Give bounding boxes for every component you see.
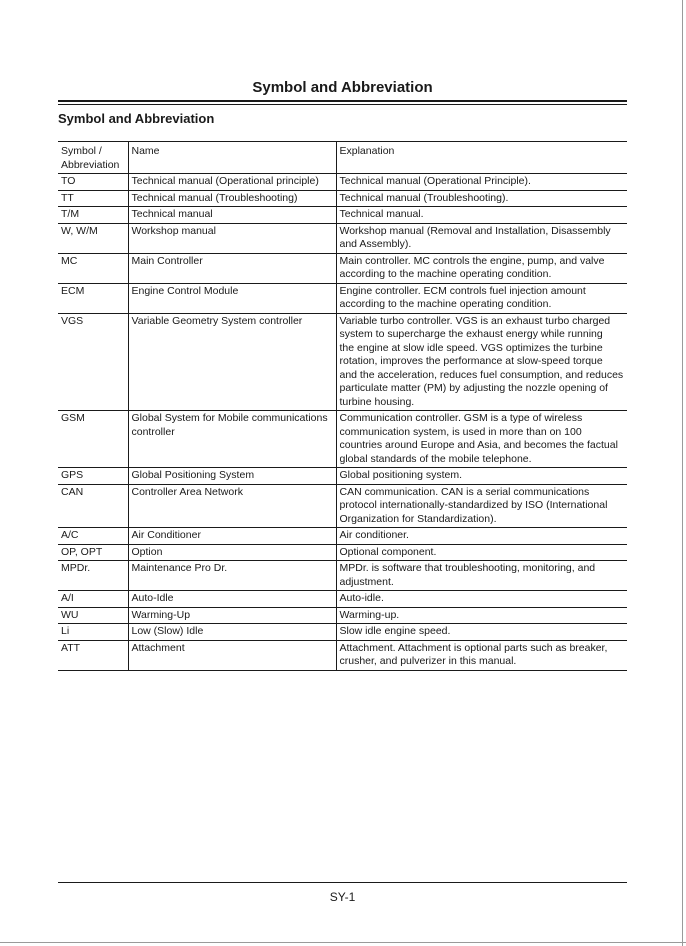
cell-explanation <box>336 223 627 253</box>
cell-text-line: OP, OPT <box>61 545 103 558</box>
cell-text-line: turbine housing. <box>339 395 415 408</box>
cell-symbol <box>58 624 128 641</box>
page-number: SY-1 <box>329 890 356 904</box>
cell-text-line: GSM <box>61 412 85 424</box>
cell-text-line: Slow idle engine speed. <box>339 625 451 637</box>
cell-text-line: TT <box>61 191 74 204</box>
cell-text-line: particulate matter (PM) by adjusting the nozzle opening of <box>339 382 608 394</box>
cell-text-line: ECM <box>61 284 85 297</box>
cell-name <box>128 174 336 191</box>
cell-name <box>128 313 336 411</box>
cell-symbol <box>58 223 128 253</box>
cell-name <box>128 640 336 670</box>
cell-text-line: controller <box>131 425 175 438</box>
header-rule-thin <box>58 104 627 105</box>
cell-symbol <box>58 544 128 561</box>
cell-explanation <box>336 544 627 561</box>
cell-text-line: Main controller. MC controls the engine, pump, and valve <box>339 254 605 267</box>
cell-text-line: countries around Europe and Asia, and becomes the factual <box>339 439 618 451</box>
cell-text-line: Warming-Up <box>131 608 191 621</box>
cell-text-line: Main Controller <box>131 254 203 267</box>
cell-text-line: Technical manual <box>131 208 213 220</box>
cell-text-line: MPDr. is software that troubleshooting, monitoring, and <box>339 562 596 574</box>
cell-symbol <box>58 484 128 528</box>
column-header-symbol <box>58 142 128 174</box>
header-rule-thick <box>58 100 627 102</box>
cell-text-line: ATT <box>61 641 81 654</box>
cell-text-line: Air conditioner. <box>339 529 409 541</box>
cell-symbol <box>58 640 128 670</box>
cell-text-line: Engine Control Module <box>131 284 239 297</box>
cell-name <box>128 411 336 468</box>
cell-name <box>128 484 336 528</box>
cell-explanation <box>336 174 627 191</box>
cell-text-line: Technical manual (Operational Principle). <box>339 175 531 187</box>
table-row <box>58 624 627 641</box>
cell-name <box>128 223 336 253</box>
cell-explanation <box>336 207 627 224</box>
cell-name <box>128 283 336 313</box>
cell-symbol <box>58 174 128 191</box>
cell-name <box>128 528 336 545</box>
cell-name <box>128 468 336 485</box>
cell-text-line: Auto-Idle <box>131 592 174 604</box>
table-row <box>58 207 627 224</box>
cell-text-line: Technical manual. <box>339 208 424 220</box>
cell-name <box>128 561 336 591</box>
cell-text-line: Global System for Mobile communications <box>131 412 328 424</box>
cell-symbol <box>58 253 128 283</box>
cell-text-line: Symbol / <box>61 145 102 157</box>
cell-text-line: Li <box>61 625 70 637</box>
cell-text-line: Abbreviation <box>61 158 120 171</box>
table-row <box>58 561 627 591</box>
cell-text-line: Workshop manual (Removal and Installation, Disassembly <box>339 224 611 237</box>
cell-text-line: Attachment <box>131 641 185 654</box>
cell-symbol <box>58 313 128 411</box>
cell-name <box>128 544 336 561</box>
cell-text-line: GPS <box>61 469 84 481</box>
cell-name <box>128 207 336 224</box>
cell-explanation <box>336 283 627 313</box>
cell-text-line: Communication controller. GSM is a type of wireless <box>339 412 583 424</box>
cell-explanation <box>336 528 627 545</box>
cell-text-line: Explanation <box>339 145 395 157</box>
cell-text-line: Auto-idle. <box>339 592 384 604</box>
cell-text-line: Variable Geometry System controller <box>131 314 303 327</box>
cell-text-line: Warming-up. <box>339 608 400 621</box>
table-row <box>58 484 627 528</box>
cell-text-line: Workshop manual <box>131 224 216 237</box>
cell-text-line: Engine controller. ECM controls fuel injection amount <box>339 284 586 297</box>
cell-explanation <box>336 591 627 608</box>
cell-text-line: Controller Area Network <box>131 485 243 498</box>
cell-name <box>128 253 336 283</box>
cell-text-line: Air Conditioner <box>131 529 201 541</box>
cell-text-line: Low (Slow) Idle <box>131 625 204 637</box>
cell-text-line: Technical manual (Troubleshooting). <box>339 191 509 204</box>
cell-text-line: and Assembly). <box>339 238 412 250</box>
cell-symbol <box>58 468 128 485</box>
abbreviation-table-container <box>58 141 627 671</box>
cell-explanation <box>336 624 627 641</box>
cell-text-line: WU <box>61 608 79 621</box>
cell-explanation <box>336 253 627 283</box>
table-row <box>58 528 627 545</box>
cell-name <box>128 624 336 641</box>
cell-text-line: W, W/M <box>61 224 98 237</box>
cell-explanation <box>336 640 627 670</box>
cell-symbol <box>58 283 128 313</box>
cell-name <box>128 190 336 207</box>
cell-explanation <box>336 561 627 591</box>
column-header-name <box>128 142 336 174</box>
cell-text-line: Technical manual (Troubleshooting) <box>131 191 298 204</box>
cell-symbol <box>58 190 128 207</box>
cell-text-line: according to the machine operating condition. <box>339 268 552 280</box>
cell-name <box>128 607 336 624</box>
cell-text-line: TO <box>61 175 76 187</box>
cell-explanation <box>336 411 627 468</box>
cell-text-line: and the acceleration, reduces fuel consumption, and reduces <box>339 368 624 381</box>
cell-text-line: crusher, and pulverizer in this manual. <box>339 655 517 667</box>
cell-text-line: global standards of the mobile telephone. <box>339 452 532 465</box>
table-row <box>58 640 627 670</box>
cell-symbol <box>58 528 128 545</box>
cell-text-line: MC <box>61 254 78 267</box>
cell-text-line: Optional component. <box>339 545 437 558</box>
table-row <box>58 223 627 253</box>
cell-text-line: according to the machine operating condition. <box>339 298 552 310</box>
page-edge-right <box>682 0 683 946</box>
cell-text-line: rotation, improves the performance at slow-speed torque <box>339 355 603 367</box>
table-row <box>58 544 627 561</box>
cell-text-line: system to supercharge the exhaust energy while running <box>339 328 603 340</box>
cell-text-line: Option <box>131 545 163 558</box>
cell-text-line: Global Positioning System <box>131 469 255 481</box>
cell-text-line: Name <box>131 145 160 157</box>
table-row <box>58 283 627 313</box>
cell-text-line: T/M <box>61 208 80 220</box>
table-header-row <box>58 142 627 174</box>
cell-explanation <box>336 607 627 624</box>
table-row <box>58 174 627 191</box>
table-row <box>58 468 627 485</box>
cell-text-line: Global positioning system. <box>339 469 463 481</box>
page-footer <box>58 882 627 905</box>
cell-explanation <box>336 484 627 528</box>
cell-name <box>128 591 336 608</box>
table-row <box>58 190 627 207</box>
cell-text-line: Organization for Standardization). <box>339 512 497 525</box>
cell-text-line: Maintenance Pro Dr. <box>131 562 228 574</box>
cell-symbol <box>58 411 128 468</box>
table-row <box>58 411 627 468</box>
cell-text-line: Variable turbo controller. VGS is an exhaust turbo charged <box>339 314 611 327</box>
cell-explanation <box>336 468 627 485</box>
cell-text-line: CAN communication. CAN is a serial communications <box>339 485 590 498</box>
table-row <box>58 607 627 624</box>
table-row <box>58 313 627 411</box>
document-title: Symbol and Abbreviation <box>252 79 433 96</box>
cell-symbol <box>58 561 128 591</box>
document-header <box>58 78 627 105</box>
abbreviation-table <box>58 141 627 671</box>
cell-text-line: communication system, is used in more than on 100 <box>339 425 582 438</box>
section-title: Symbol and Abbreviation <box>58 111 215 126</box>
cell-text-line: VGS <box>61 314 84 327</box>
page-edge-bottom <box>0 942 686 943</box>
table-body <box>58 174 627 671</box>
footer-rule <box>58 882 627 883</box>
cell-symbol <box>58 607 128 624</box>
cell-text-line: A/C <box>61 529 79 541</box>
cell-text-line: protocol internationally-standardized by ISO (International <box>339 499 608 511</box>
cell-symbol <box>58 591 128 608</box>
cell-explanation <box>336 313 627 411</box>
table-row <box>58 253 627 283</box>
column-header-explanation <box>336 142 627 174</box>
cell-text-line: CAN <box>61 485 84 498</box>
cell-text-line: A/I <box>61 592 74 604</box>
cell-text-line: adjustment. <box>339 575 394 588</box>
cell-explanation <box>336 190 627 207</box>
cell-text-line: Attachment. Attachment is optional parts such as breaker, <box>339 641 608 654</box>
cell-text-line: MPDr. <box>61 562 91 574</box>
cell-text-line: Technical manual (Operational principle) <box>131 175 319 187</box>
cell-text-line: the engine at slow idle speed. VGS optimizes the turbine <box>339 341 603 354</box>
table-row <box>58 591 627 608</box>
cell-symbol <box>58 207 128 224</box>
